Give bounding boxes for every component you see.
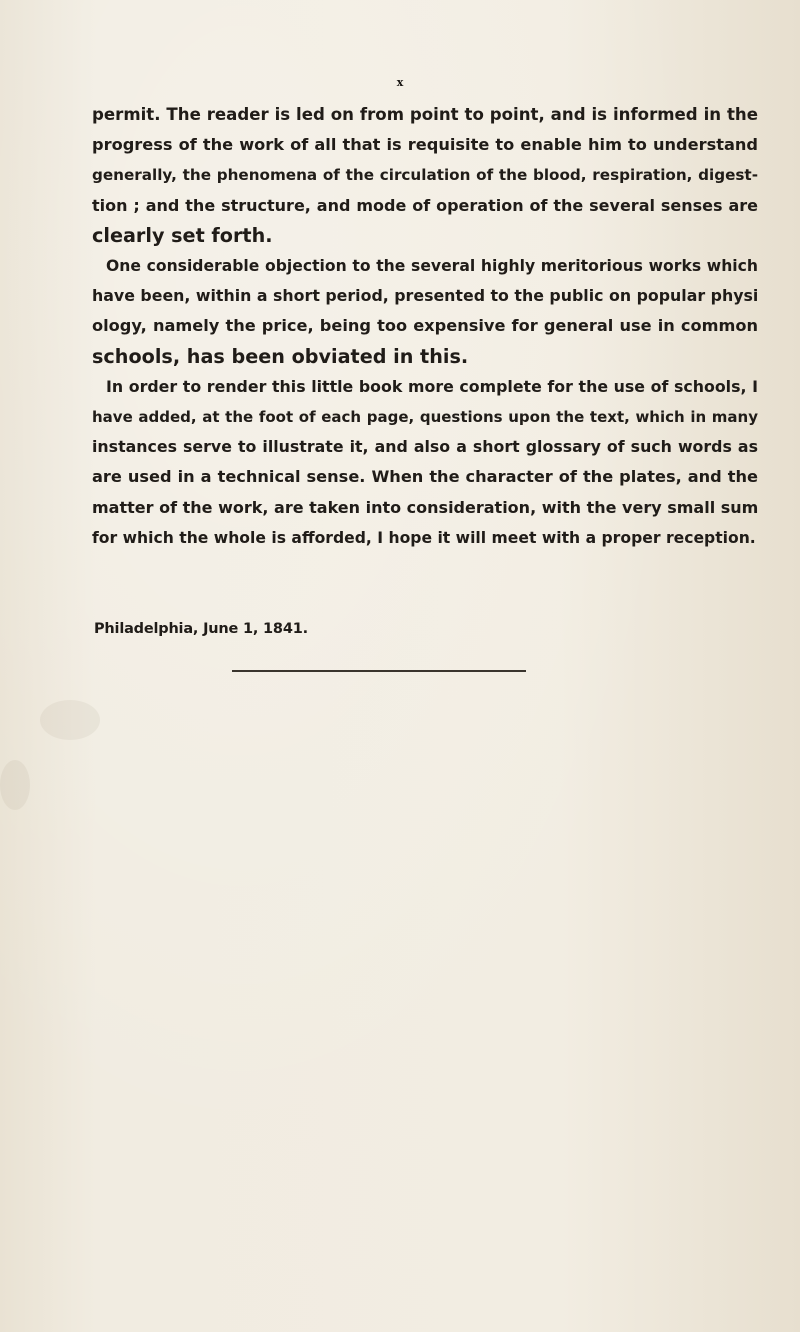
text-line: generally, the phenomena of the circulation of the blood, respiration, digest- bbox=[92, 166, 758, 185]
page-stain bbox=[0, 760, 30, 810]
page-number: x bbox=[396, 76, 404, 89]
text-line: clearly set forth. bbox=[92, 223, 273, 247]
text-line: permit. The reader is led on from point to point, and is informed in the bbox=[92, 105, 758, 124]
text-line: In order to render this little book more complete for the use of schools, I bbox=[106, 376, 758, 396]
text-line: are used in a technical sense. When the character of the plates, and the bbox=[92, 467, 758, 487]
text-line: for which the whole is afforded, I hope it will meet with a proper reception. bbox=[92, 528, 756, 547]
horizontal-rule bbox=[232, 670, 526, 672]
text-line: progress of the work of all that is requisite to enable him to understand bbox=[92, 135, 758, 155]
text-line: tion ; and the structure, and mode of operation of the several senses are bbox=[92, 195, 758, 215]
place-date-signature: Philadelphia, June 1, 1841. bbox=[94, 621, 308, 637]
page-stain bbox=[40, 700, 100, 740]
text-line: have been, within a short period, presented to the public on popular physi bbox=[92, 286, 758, 306]
text-line: instances serve to illustrate it, and also a short glossary of such words as bbox=[92, 437, 758, 457]
text-line: matter of the work, are taken into consideration, with the very small sum bbox=[92, 497, 758, 517]
preface-text bbox=[92, 100, 758, 553]
text-line: have added, at the foot of each page, questions upon the text, which in many bbox=[92, 408, 758, 427]
text-line: schools, has been obviated in this. bbox=[92, 344, 469, 368]
text-line: One considerable objection to the several highly meritorious works which bbox=[106, 257, 758, 276]
text-line: ology, namely the price, being too expensive for general use in common bbox=[92, 316, 758, 336]
